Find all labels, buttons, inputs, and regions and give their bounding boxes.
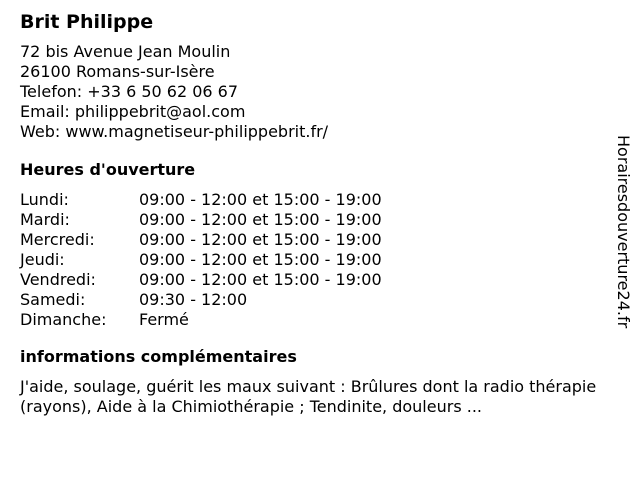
day-label: Mardi:: [20, 210, 70, 229]
address-street: 72 bis Avenue Jean Moulin: [20, 42, 231, 61]
day-label: Lundi:: [20, 190, 69, 209]
website-url: Web: www.magnetiseur-philippebrit.fr/: [20, 122, 329, 141]
day-label: Jeudi:: [20, 250, 65, 269]
time-value: 09:00 - 12:00 et 15:00 - 19:00: [139, 210, 382, 229]
day-label: Vendredi:: [20, 270, 96, 289]
time-value: 09:00 - 12:00 et 15:00 - 19:00: [139, 230, 382, 249]
opening-hours-heading: Heures d'ouverture: [20, 160, 196, 179]
hours-row-sunday: [20, 310, 610, 330]
hours-row-wednesday: [20, 230, 610, 250]
address-city: 26100 Romans-sur-Isère: [20, 62, 215, 81]
day-label: Dimanche:: [20, 310, 107, 329]
phone-number: Telefon: +33 6 50 62 06 67: [20, 82, 239, 101]
opening-hours-table: [20, 190, 610, 330]
additional-info-text: J'aide, soulage, guérit les maux suivant : Brûlures dont la radio thérapie (rayons), Aide à la Chimiothérapie ; Tendinite, douleurs ...: [20, 377, 597, 416]
hours-row-thursday: [20, 250, 610, 270]
email-address: Email: philippebrit@aol.com: [20, 102, 246, 121]
additional-info-heading: informations complémentaires: [20, 347, 297, 366]
hours-row-saturday: [20, 290, 610, 310]
hours-row-monday: [20, 190, 610, 210]
time-value: 09:30 - 12:00: [139, 290, 248, 309]
day-label: Samedi:: [20, 290, 86, 309]
site-watermark: Horairesdouverture24.fr: [614, 135, 633, 329]
time-value: 09:00 - 12:00 et 15:00 - 19:00: [139, 250, 382, 269]
business-card: [20, 10, 610, 417]
time-value: 09:00 - 12:00 et 15:00 - 19:00: [139, 190, 382, 209]
time-value: 09:00 - 12:00 et 15:00 - 19:00: [139, 270, 382, 289]
hours-row-friday: [20, 270, 610, 290]
time-value: Fermé: [139, 310, 189, 329]
hours-row-tuesday: [20, 210, 610, 230]
business-name: Brit Philippe: [20, 11, 154, 33]
day-label: Mercredi:: [20, 230, 95, 249]
